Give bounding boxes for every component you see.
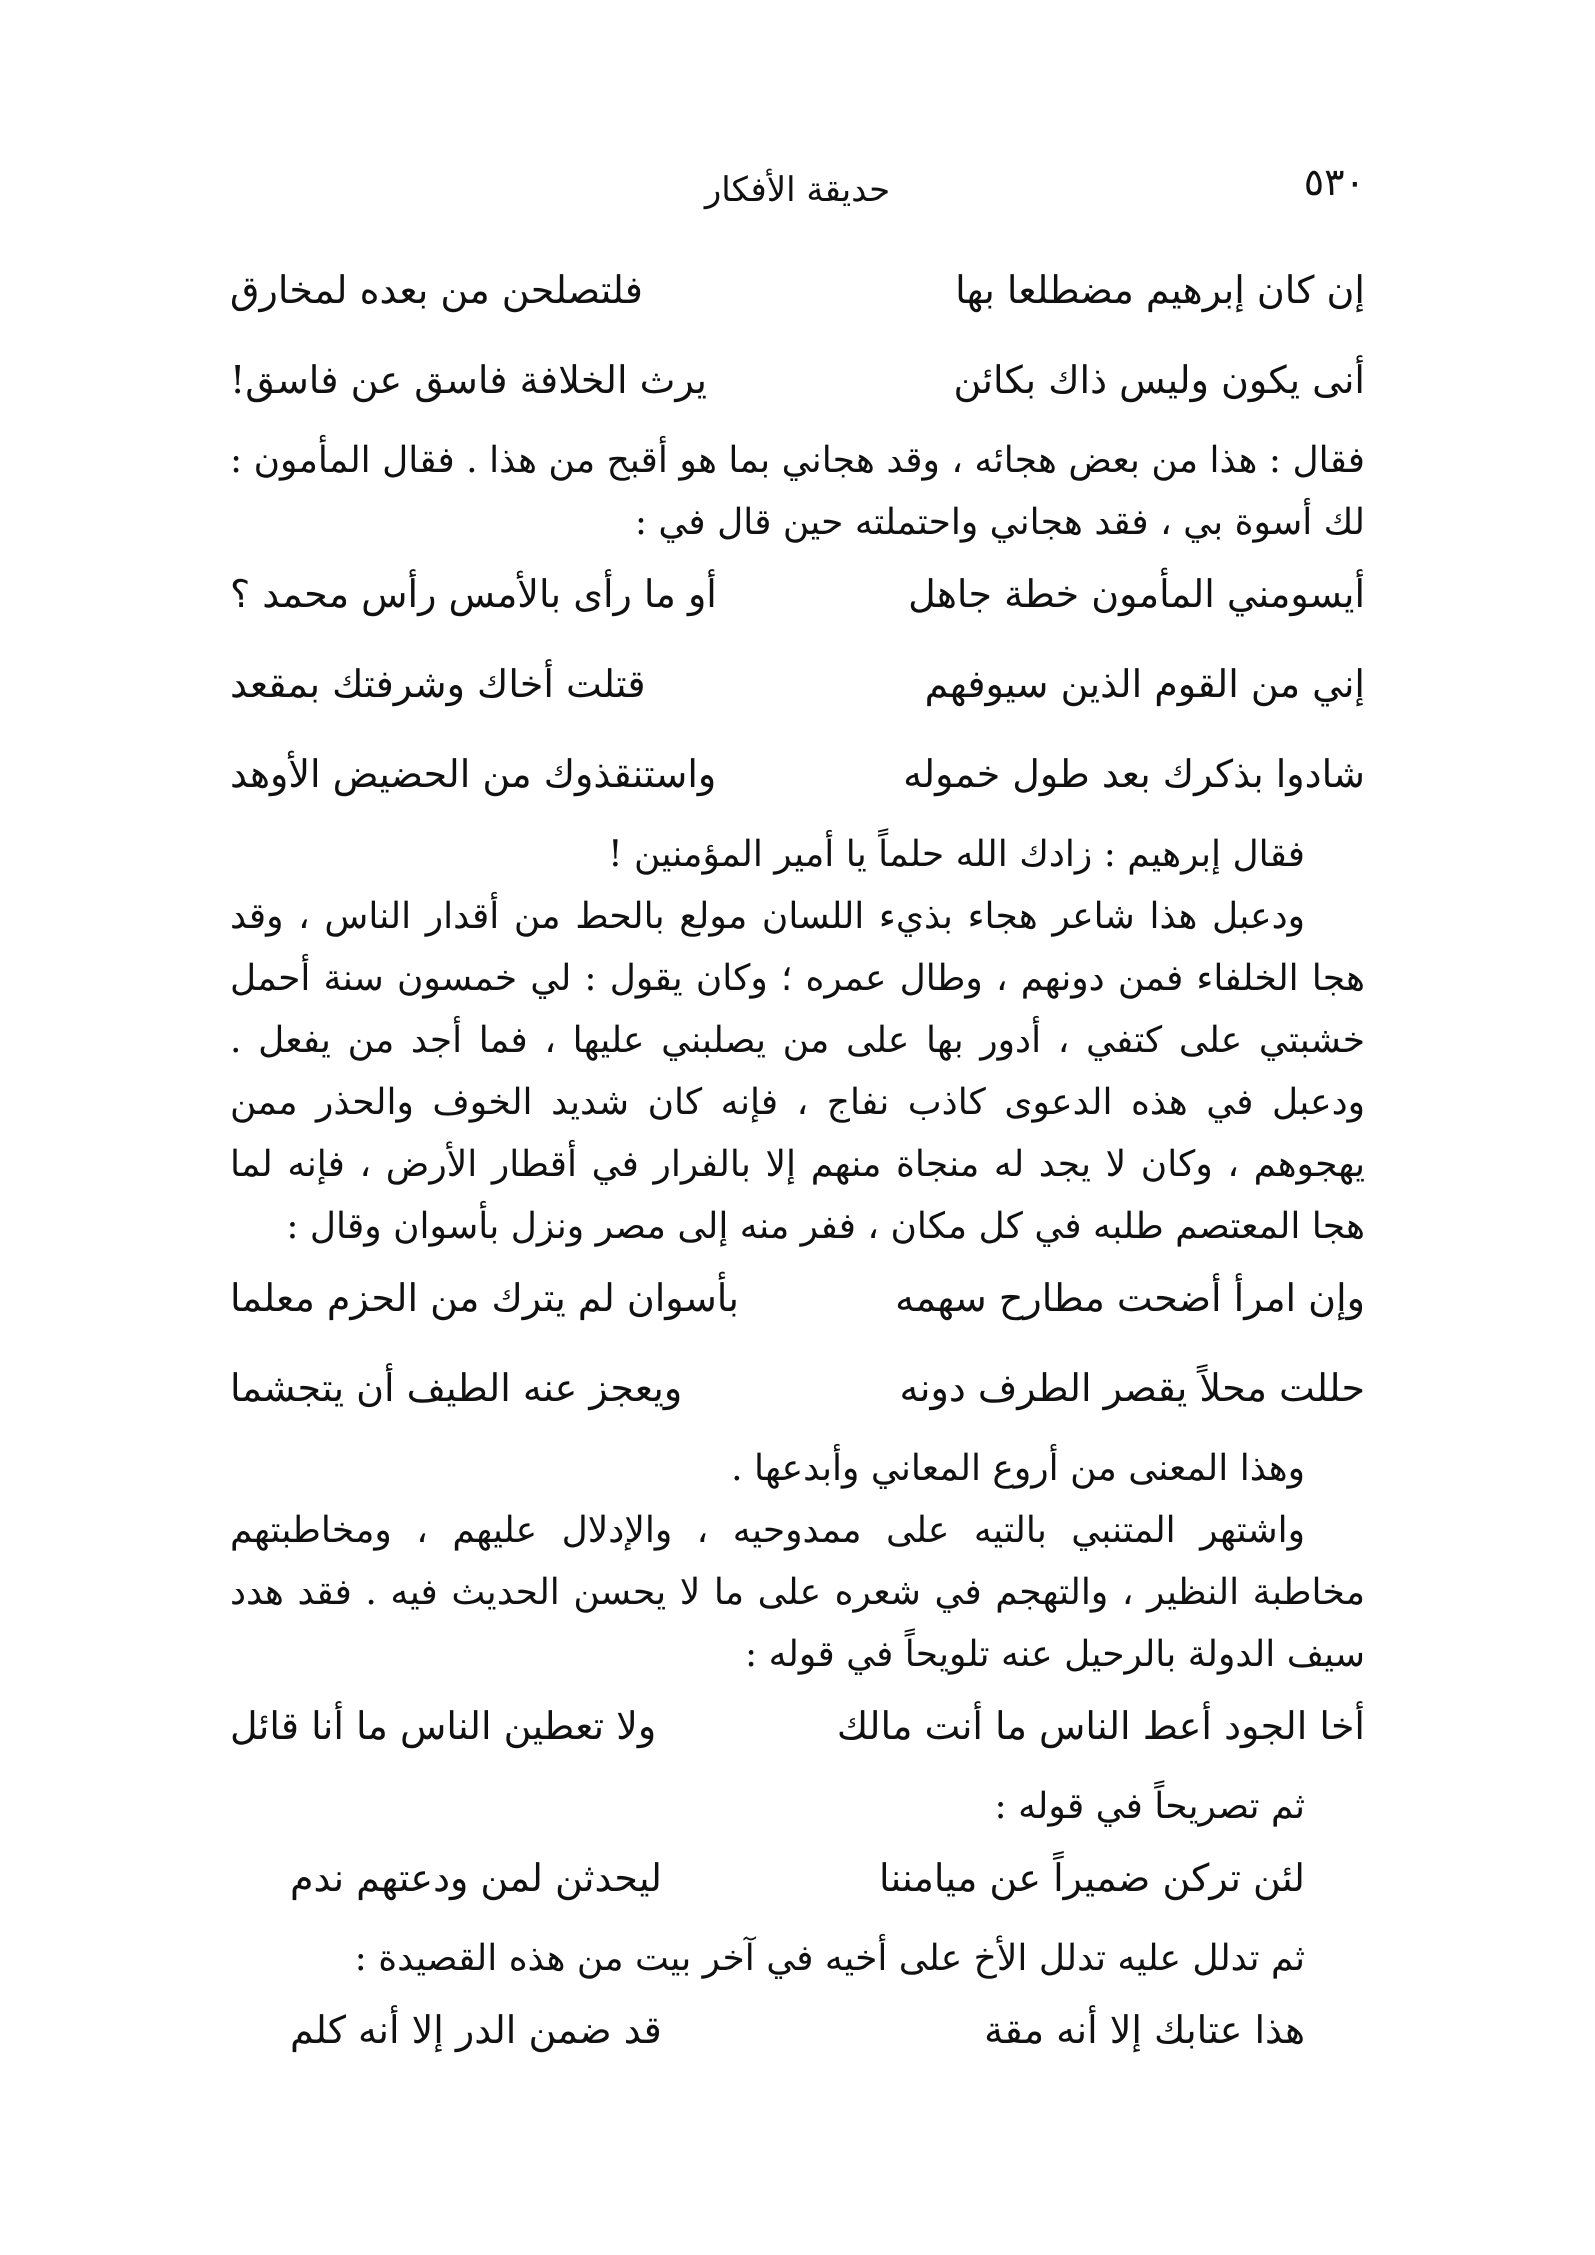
- prose-paragraph: وهذا المعنى من أروع المعاني وأبدعها .: [731, 1448, 1305, 1489]
- verse-line: [230, 340, 1365, 430]
- verse-second-hemistich: قتلت أخاك وشرفتك بمقعد: [230, 662, 646, 706]
- verse-line: [230, 1838, 1365, 1928]
- verse-line: [230, 1258, 1365, 1348]
- verse-second-hemistich: ولا تعطين الناس ما أنا قائل: [230, 1704, 657, 1748]
- verse-first-hemistich: أخا الجود أعط الناس ما أنت مالك: [836, 1704, 1365, 1748]
- verse-first-hemistich: إني من القوم الذين سيوفهم: [924, 662, 1365, 706]
- page-number: ٥٣٠: [1303, 160, 1365, 204]
- verse-second-hemistich: أو ما رأى بالأمس رأس محمد ؟: [230, 572, 717, 616]
- verse-line: [230, 1348, 1365, 1438]
- prose-paragraph: ودعبل هذا شاعر هجاء بذيء اللسان مولع بالحط من أقدار الناس ، وقد هجا الخلفاء فمن دونهم ، وطال عمره ؛ وكان يقول : لي خمسون سنة أحمل خشبتي على كتفي ، أدور بها على من يصلبني عليها ، فما أجد من يفعل . ودعبل في هذه الدعوى كاذب نفاج ، فإنه كان شديد الخوف والحذر ممن يهجوهم ، وكان لا يجد له منجاة منهم إلا بالفرار في أقطار الأرض ، فإنه لما هجا المعتصم طلبه في كل مكان ، ففر منه إلى مصر ونزل بأسوان وقال :: [230, 896, 1365, 1247]
- prose-paragraph: واشتهر المتنبي بالتيه على ممدوحيه ، والإدلال عليهم ، ومخاطبتهم مخاطبة النظير ، والتهجم في شعره على ما لا يحسن الحديث فيه . فقد هدد سيف الدولة بالرحيل عنه تلويحاً في قوله :: [230, 1510, 1365, 1675]
- verse-line: [230, 734, 1365, 824]
- prose-paragraph: ثم تصريحاً في قوله :: [994, 1786, 1305, 1827]
- verse-line: [230, 554, 1365, 644]
- verse-second-hemistich: يرث الخلافة فاسق عن فاسق!: [230, 358, 707, 402]
- verse-first-hemistich: لئن تركن ضميراً عن ميامننا: [879, 1856, 1305, 1900]
- verse-second-hemistich: ليحدثن لمن ودعتهم ندم: [290, 1856, 663, 1900]
- verse-first-hemistich: أنى يكون وليس ذاك بكائن: [953, 358, 1365, 402]
- verse-second-hemistich: واستنقذوك من الحضيض الأوهد: [230, 752, 717, 796]
- verse-first-hemistich: وإن امرأ أضحت مطارح سهمه: [895, 1276, 1365, 1320]
- verse-first-hemistich: شادوا بذكرك بعد طول خموله: [903, 752, 1365, 796]
- verse-first-hemistich: هذا عتابك إلا أنه مقة: [984, 2008, 1305, 2052]
- verse-line: [230, 644, 1365, 734]
- verse-first-hemistich: أيسومني المأمون خطة جاهل: [908, 572, 1365, 616]
- verse-second-hemistich: ويعجز عنه الطيف أن يتجشما: [230, 1366, 683, 1410]
- verse-line: [230, 1686, 1365, 1776]
- running-title: حديقة الأفكار: [704, 170, 891, 210]
- verse-first-hemistich: حللت محلاً يقصر الطرف دونه: [899, 1366, 1365, 1410]
- prose-paragraph: ثم تدلل عليه تدلل الأخ على أخيه في آخر بيت من هذه القصيدة :: [354, 1938, 1305, 1979]
- verse-line: [230, 1990, 1365, 2080]
- verse-second-hemistich: بأسوان لم يترك من الحزم معلما: [230, 1276, 739, 1320]
- prose-paragraph: فقال : هذا من بعض هجائه ، وقد هجاني بما هو أقبح من هذا . فقال المأمون : لك أسوة بي ، فقد هجاني واحتملته حين قال في :: [230, 440, 1366, 543]
- verse-second-hemistich: فلتصلحن من بعده لمخارق: [230, 268, 643, 312]
- verse-line: [230, 250, 1365, 340]
- page-body: [230, 250, 1365, 2080]
- verse-first-hemistich: إن كان إبرهيم مضطلعا بها: [955, 268, 1365, 312]
- prose-paragraph: فقال إبرهيم : زادك الله حلماً يا أمير المؤمنين !: [608, 834, 1305, 875]
- verse-second-hemistich: قد ضمن الدر إلا أنه كلم: [290, 2008, 662, 2052]
